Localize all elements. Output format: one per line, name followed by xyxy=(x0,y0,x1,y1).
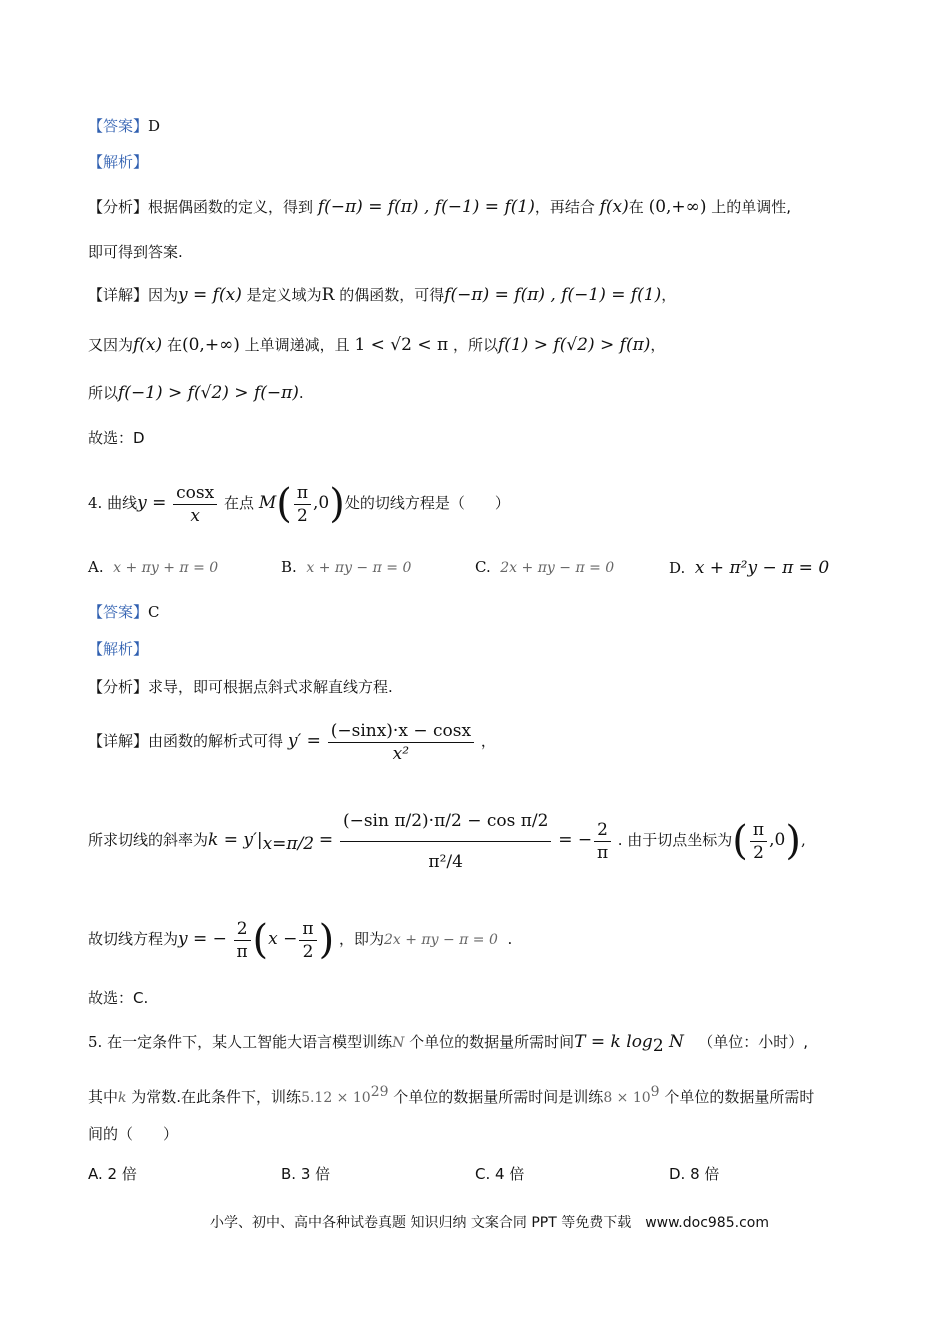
q4-slope-res-den: π xyxy=(596,842,609,863)
q4-stem-text1: 曲线 xyxy=(107,494,138,512)
q3-l4-text2: . xyxy=(298,384,304,402)
q4-xj-den: x² xyxy=(392,743,410,764)
q3-answer: D xyxy=(148,117,161,135)
q4-stem-fraction xyxy=(173,482,217,527)
q5-l2-text2: 为常数.在此条件下，训练 xyxy=(131,1088,302,1106)
q4-stem-text2: 在点 xyxy=(224,494,255,512)
q5-l1-text1: 在一定条件下，某人工智能大语言模型训练 xyxy=(107,1033,393,1051)
q3-fenxi-text5: 即可得到答案. xyxy=(88,243,183,261)
q3-xj-text3: 的偶函数，可得 xyxy=(339,286,445,304)
q5-l2-text1: 其中 xyxy=(88,1088,119,1106)
q4-stem-M: M xyxy=(258,493,277,513)
q4-option-c-label: C. xyxy=(475,558,491,576)
q5-option-d-text: D. 8 倍 xyxy=(669,1165,720,1183)
q5-l2-math1-sup: 29 xyxy=(370,1084,389,1100)
q4-xj-line xyxy=(88,716,496,766)
q3-fenxi-text: 根据偶函数的定义，得到 xyxy=(148,198,314,216)
q3-fenxi-line xyxy=(88,197,791,217)
q5-l1-T-N: N xyxy=(663,1032,684,1052)
q3-line4 xyxy=(88,383,304,403)
q3-line3 xyxy=(88,335,665,355)
q4-stem-pt-num: π xyxy=(294,482,311,505)
q4-option-a-math: x + πy + π = 0 xyxy=(113,560,219,576)
q4-slope-den: π²/4 xyxy=(428,851,463,872)
q4-stem-pt-fraction xyxy=(294,482,311,527)
q3-choose: 故选：D xyxy=(88,429,145,447)
q3-xiangjie-line xyxy=(88,285,676,305)
q4-tangent-lparen: ( xyxy=(252,917,269,963)
q5-l2-math2: 8 × 10 xyxy=(603,1090,651,1106)
q5-l1-N: N xyxy=(392,1035,405,1051)
q5-l1-T-sub: 2 xyxy=(652,1036,664,1056)
q4-xj-text1: 由函数的解析式可得 xyxy=(148,732,284,750)
q3-l3-math4: f(1) > f(√2) > f(π) xyxy=(497,335,651,355)
q5-option-a-text: A. 2 倍 xyxy=(88,1165,137,1183)
q3-xj-math3: f(−π) = f(π) , f(−1) = f(1) xyxy=(444,285,662,305)
q5-option-c-text: C. 4 倍 xyxy=(475,1165,525,1183)
q4-xj-fraction xyxy=(328,720,474,765)
q4-slope-k: k = y′| xyxy=(208,830,263,850)
q4-slope-pt-tail: ,0 xyxy=(769,830,786,850)
q4-xj-y: y′ = xyxy=(287,731,321,751)
q4-tangent-x-num: π xyxy=(299,918,316,941)
q4-option-a xyxy=(88,558,218,576)
q4-fenxi-line xyxy=(88,677,393,697)
q5-l1-T: T = k log xyxy=(574,1032,653,1052)
q4-tangent-x: x − xyxy=(268,929,298,949)
q4-slope-pt-den: 2 xyxy=(753,842,764,863)
answer-tag: 【答案】 xyxy=(88,117,149,135)
q4-answer: C xyxy=(148,603,160,621)
q3-fenxi-text4: 上的单调性, xyxy=(711,198,792,216)
q3-fenxi-math1: f(−π) = f(π) , f(−1) = f(1) xyxy=(317,197,535,217)
q5-line2 xyxy=(88,1082,814,1108)
q4-slope-res-num: 2 xyxy=(594,819,611,842)
q5-l3-text: 间的（ ） xyxy=(88,1125,179,1143)
q3-analysis-line xyxy=(88,152,148,172)
q4-stem-pt-tail: ,0 xyxy=(313,493,330,513)
q4-tangent-y: y = − xyxy=(178,929,227,949)
q4-stem-frac-num: cosx xyxy=(173,482,217,505)
q4-fenxi-text: 求导，即可根据点斜式求解直线方程. xyxy=(148,678,393,696)
q4-tangent-x-den: 2 xyxy=(302,941,314,962)
q4-number: 4. xyxy=(88,494,103,512)
q3-fenxi-math3: (0,+∞) xyxy=(648,197,707,217)
q4-option-c-math: 2x + πy − π = 0 xyxy=(500,560,615,576)
q3-xj-math2: R xyxy=(321,285,335,305)
q4-slope-text2: . 由于切点坐标为 xyxy=(617,831,733,849)
q4-option-d-math: x + π²y − π = 0 xyxy=(694,558,830,578)
q4-stem-rparen: ) xyxy=(329,481,345,527)
q4-option-c xyxy=(475,558,614,576)
q4-slope-pt-fraction xyxy=(750,819,767,864)
q4-xiangjie-tag: 【详解】 xyxy=(88,732,149,750)
q4-option-d-label: D. xyxy=(669,559,686,577)
q4-answer-tag: 【答案】 xyxy=(88,603,149,621)
q4-xj-num: (−sinx)·x − cosx xyxy=(328,720,474,743)
q5-option-d xyxy=(669,1163,719,1184)
q3-answer-line xyxy=(88,116,160,136)
q4-slope-rparen: ) xyxy=(785,818,801,864)
page-footer: 小学、初中、高中各种试卷真题 知识归纳 文案合同 PPT 等免费下载 www.doc985.com xyxy=(210,1215,769,1231)
q5-number: 5. xyxy=(88,1033,103,1051)
q3-l4-math1: f(−1) > f(√2) > f(−π) xyxy=(118,383,299,403)
q4-stem-lparen: ( xyxy=(276,481,292,527)
q4-stem-pt-den: 2 xyxy=(297,505,308,526)
q4-tangent-text2: ，即为 xyxy=(338,930,384,948)
q3-fenxi-text3: 在 xyxy=(628,198,644,216)
q3-l3-text2: 在 xyxy=(166,336,182,354)
q4-choose: 故选：C. xyxy=(88,989,149,1007)
q3-fenxi-math2: f(x) xyxy=(599,197,629,217)
q3-l4-text1: 所以 xyxy=(88,384,119,402)
q4-stem-frac-den: x xyxy=(190,505,200,526)
q4-slope-eq: = xyxy=(318,830,334,850)
q4-tangent-text1: 故切线方程为 xyxy=(88,930,179,948)
q4-slope-res: = − xyxy=(558,830,593,850)
q4-stem-text3: 处的切线方程是（ ） xyxy=(344,494,510,512)
q3-fenxi-text2: ，再结合 xyxy=(534,198,595,216)
q3-xj-text4: ， xyxy=(661,286,677,304)
q4-option-b xyxy=(281,558,411,576)
q4-slope-lparen: ( xyxy=(732,818,748,864)
q4-tangent-den: π xyxy=(236,941,248,962)
q4-tangent-eq: 2x + πy − π = 0 xyxy=(383,932,498,948)
q5-option-a xyxy=(88,1163,137,1184)
q4-tangent-x-fraction xyxy=(299,918,316,963)
q4-xj-text2: ， xyxy=(480,732,496,750)
q3-l3-text4: ，所以 xyxy=(452,336,498,354)
q4-stem-y: y = xyxy=(137,493,167,513)
analysis-tag: 【解析】 xyxy=(88,153,149,171)
q5-l2-k: k xyxy=(118,1090,127,1106)
q3-xj-text1: 因为 xyxy=(148,286,179,304)
q4-option-b-label: B. xyxy=(281,558,297,576)
q5-l2-math2-sup: 9 xyxy=(650,1084,660,1100)
q4-slope-sub: x=π/2 xyxy=(262,834,315,854)
q4-option-b-math: x + πy − π = 0 xyxy=(306,560,412,576)
q5-option-c xyxy=(475,1163,524,1184)
q5-option-b xyxy=(281,1163,330,1184)
q3-fenxi-line2 xyxy=(88,242,183,262)
q4-slope-pt-num: π xyxy=(750,819,767,842)
q4-slope-res-fraction xyxy=(594,819,611,864)
q3-l3-math2: (0,+∞) xyxy=(181,335,240,355)
q3-l3-math3: 1 < √2 < π xyxy=(354,335,449,355)
q4-option-d xyxy=(669,558,829,578)
q3-l3-text1: 又因为 xyxy=(88,336,134,354)
q4-slope-text3: , xyxy=(800,831,806,849)
q4-slope-fraction xyxy=(340,801,552,882)
q5-l2-math1: 5.12 × 10 xyxy=(301,1090,371,1106)
q4-analysis-line xyxy=(88,639,148,659)
q4-tangent-fraction xyxy=(234,918,251,963)
q4-slope-line xyxy=(88,790,806,894)
q3-l3-math1: f(x) xyxy=(133,335,163,355)
q4-choose-line xyxy=(88,988,148,1008)
q4-analysis-tag: 【解析】 xyxy=(88,640,149,658)
xiangjie-tag: 【详解】 xyxy=(88,286,149,304)
q5-l1-text3: （单位：小时）, xyxy=(698,1033,809,1051)
q5-line3 xyxy=(88,1124,178,1144)
q5-option-b-text: B. 3 倍 xyxy=(281,1165,331,1183)
q4-slope-text1: 所求切线的斜率为 xyxy=(88,831,209,849)
q3-xj-math1: y = f(x) xyxy=(178,285,242,305)
q5-line1 xyxy=(88,1032,808,1056)
q3-xj-text2: 是定义域为 xyxy=(246,286,322,304)
q4-tangent-num: 2 xyxy=(234,918,251,941)
q4-answer-line xyxy=(88,602,160,622)
q5-l2-text4: 个单位的数据量所需时 xyxy=(664,1088,815,1106)
q5-l1-text2: 个单位的数据量所需时间 xyxy=(409,1033,575,1051)
q4-slope-num: (−sin π/2)·π/2 − cos π/2 xyxy=(340,801,552,842)
q3-choose-line xyxy=(88,428,145,448)
q4-option-a-label: A. xyxy=(88,558,104,576)
q5-l2-text3: 个单位的数据量所需时间是训练 xyxy=(393,1088,604,1106)
q3-l3-text3: 上单调递减，且 xyxy=(244,336,350,354)
q4-tangent-line xyxy=(88,914,512,965)
q4-tangent-rparen: ) xyxy=(318,917,335,963)
q4-tangent-text3: . xyxy=(507,930,513,948)
fenxi-tag: 【分析】 xyxy=(88,198,149,216)
q3-l3-text5: ， xyxy=(650,336,666,354)
q4-fenxi-tag: 【分析】 xyxy=(88,678,149,696)
q4-stem xyxy=(88,478,510,528)
